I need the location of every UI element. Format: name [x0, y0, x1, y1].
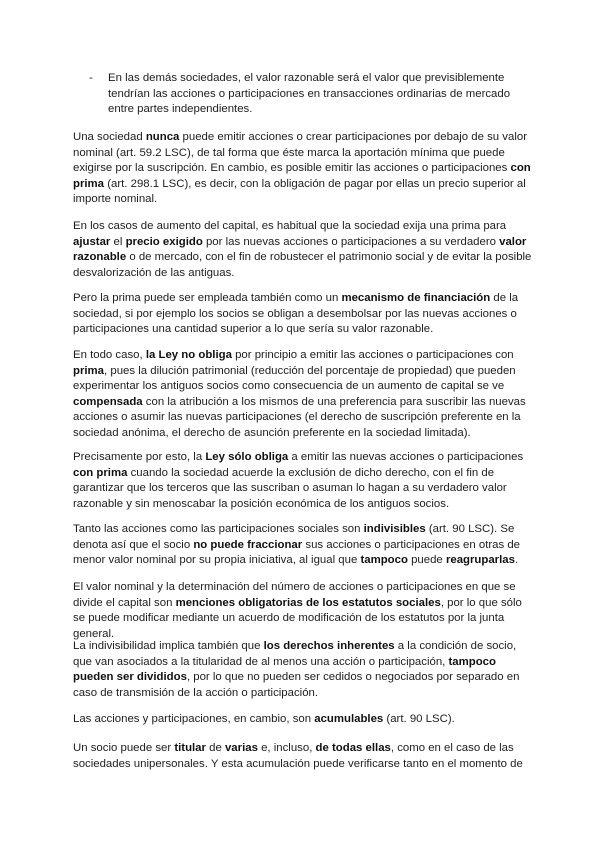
- text-run: (art. 90 LSC).: [383, 713, 455, 725]
- text-run: (art. 90 LSC). Se denota así que el socio: [73, 523, 515, 551]
- text-run: puede: [407, 554, 446, 567]
- paragraph-ley-solo-obliga: [73, 450, 533, 512]
- bold-text: con prima: [73, 466, 128, 479]
- bold-text: nunca: [145, 131, 180, 143]
- bold-text: indivisibles: [363, 523, 426, 535]
- text-run: Tanto las acciones como las participaciones sociales son: [73, 523, 364, 535]
- text-run: En todo caso,: [73, 349, 146, 361]
- text-run: el: [110, 235, 126, 248]
- bold-text: Ley sólo obliga: [205, 451, 289, 463]
- text-run: de la sociedad, si por ejemplo los socios se obligan a desembolsar por las nuevas acciones o participaciones una cantidad superior a lo que sería su valor razonable.: [73, 292, 519, 336]
- text-run: o de mercado, con el fin de robustecer el patrimonio social y de evitar la posible desvalorización de las antiguas.: [73, 251, 532, 279]
- text-run: por principio a emitir las acciones o participaciones con: [231, 349, 514, 361]
- text-run: , pues la dilución patrimonial (reducción del porcentaje de propiedad) que pueden experimentar los antiguos socios como consecuencia de un aumento de capital se ve: [73, 364, 516, 393]
- bold-text: titular: [174, 742, 206, 754]
- text-run: Las acciones y participaciones, en cambio, son: [73, 713, 315, 725]
- bold-text: de todas ellas: [315, 742, 391, 754]
- paragraph-valor-nominal: [73, 580, 533, 642]
- bold-text: con prima: [73, 162, 531, 190]
- text-run: a la condición de socio, que van asociados a la titularidad de al menos una acción o participación,: [73, 640, 517, 668]
- text-run: Un socio puede ser: [73, 742, 175, 754]
- bullet-dash: -: [89, 72, 93, 84]
- bold-text: acumulables: [314, 713, 384, 725]
- bold-text: los derechos inherentes: [263, 640, 395, 652]
- paragraph-titular-varias: [73, 741, 533, 772]
- text-run: Precisamente por esto, la: [73, 451, 206, 463]
- text-run: , por lo que sólo se puede modificar mediante un acuerdo de modificación de los estatutos por la junta general.: [73, 596, 522, 640]
- paragraph-indivisibles: [73, 522, 533, 569]
- bold-text: prima: [73, 364, 105, 377]
- text-run: puede emitir acciones o crear participaciones por debajo de su valor nominal (art. 59.2 LSC), de tal forma que éste marca la aportación mínima que puede exigirse por la suscripción. En cambio, es posible emitir las acciones o participaciones: [73, 131, 527, 175]
- bold-text: ajustar: [73, 235, 111, 248]
- paragraph-prima-nominal: [73, 130, 533, 208]
- bold-text: varias: [224, 742, 258, 754]
- bold-text: la Ley no obliga: [145, 349, 232, 361]
- text-run: por las nuevas acciones o participaciones a su verdadero: [202, 235, 500, 248]
- text-run: .: [514, 554, 519, 567]
- paragraph-derechos-inherentes: [73, 639, 533, 701]
- text-run: La indivisibilidad implica también que: [73, 640, 264, 652]
- bold-text: mecanismo de financiación: [341, 292, 491, 304]
- paragraph-aumento-capital: [73, 219, 533, 281]
- text-run: , como en el caso de las sociedades unipersonales. Y esta acumulación puede verificarse tanto en el momento de: [73, 742, 523, 770]
- paragraph-mecanismo-financiacion: [73, 291, 533, 338]
- bullet-item: [89, 71, 529, 118]
- bold-text: tampoco pueden ser divididos: [73, 655, 496, 684]
- text-run: de: [205, 742, 225, 754]
- text-run: El valor nominal y la determinación del número de acciones o participaciones en que se divide el capital son: [73, 581, 516, 609]
- text-run: (art. 298.1 LSC), es decir, con la obligación de pagar por ellas un precio superior al importe nominal.: [73, 177, 526, 206]
- bullet-text: En las demás sociedades, el valor razonable será el valor que previsiblemente tendrían las acciones o participaciones en transacciones ordinarias de mercado entre partes independientes.: [108, 72, 511, 116]
- bold-text: tampoco: [360, 554, 408, 567]
- text-run: En los casos de aumento del capital, es habitual que la sociedad exija una prima para: [73, 220, 507, 232]
- bold-text: no puede fraccionar: [193, 538, 303, 551]
- text-run: Pero la prima puede ser empleada también como un: [73, 292, 342, 304]
- text-run: , por lo que no pueden ser cedidos o negociados por separado en caso de transmisión de la acción o participación.: [73, 671, 520, 699]
- text-run: con la atribución a los mismos de una preferencia para suscribir las nuevas acciones o asumir las nuevas participaciones (el derecho de suscripción preferente en la sociedad anónima, el derecho de asunción preferente en la sociedad limitada).: [73, 395, 526, 439]
- text-run: cuando la sociedad acuerde la exclusión de dicho derecho, con el fin de garantizar que los terceros que las suscriban o asuman lo hagan a su verdadero valor razonable y sin menoscabar la posición económica de los antiguos socios.: [73, 466, 507, 510]
- paragraph-ley-no-obliga: [73, 348, 533, 442]
- bold-text: valor razonable: [73, 235, 527, 264]
- bold-text: precio exigido: [125, 235, 203, 248]
- bold-text: compensada: [73, 395, 143, 408]
- text-run: e, incluso,: [257, 742, 316, 754]
- bold-text: menciones obligatorias de los estatutos sociales: [175, 596, 441, 609]
- text-run: a emitir las nuevas acciones o participaciones: [288, 451, 524, 463]
- bold-text: reagruparlas: [445, 554, 515, 567]
- text-run: Una sociedad: [73, 131, 146, 143]
- text-run: sus acciones o participaciones en otras de menor valor nominal por su propia iniciativa, al igual que: [73, 538, 521, 567]
- paragraph-acumulables: [73, 712, 533, 728]
